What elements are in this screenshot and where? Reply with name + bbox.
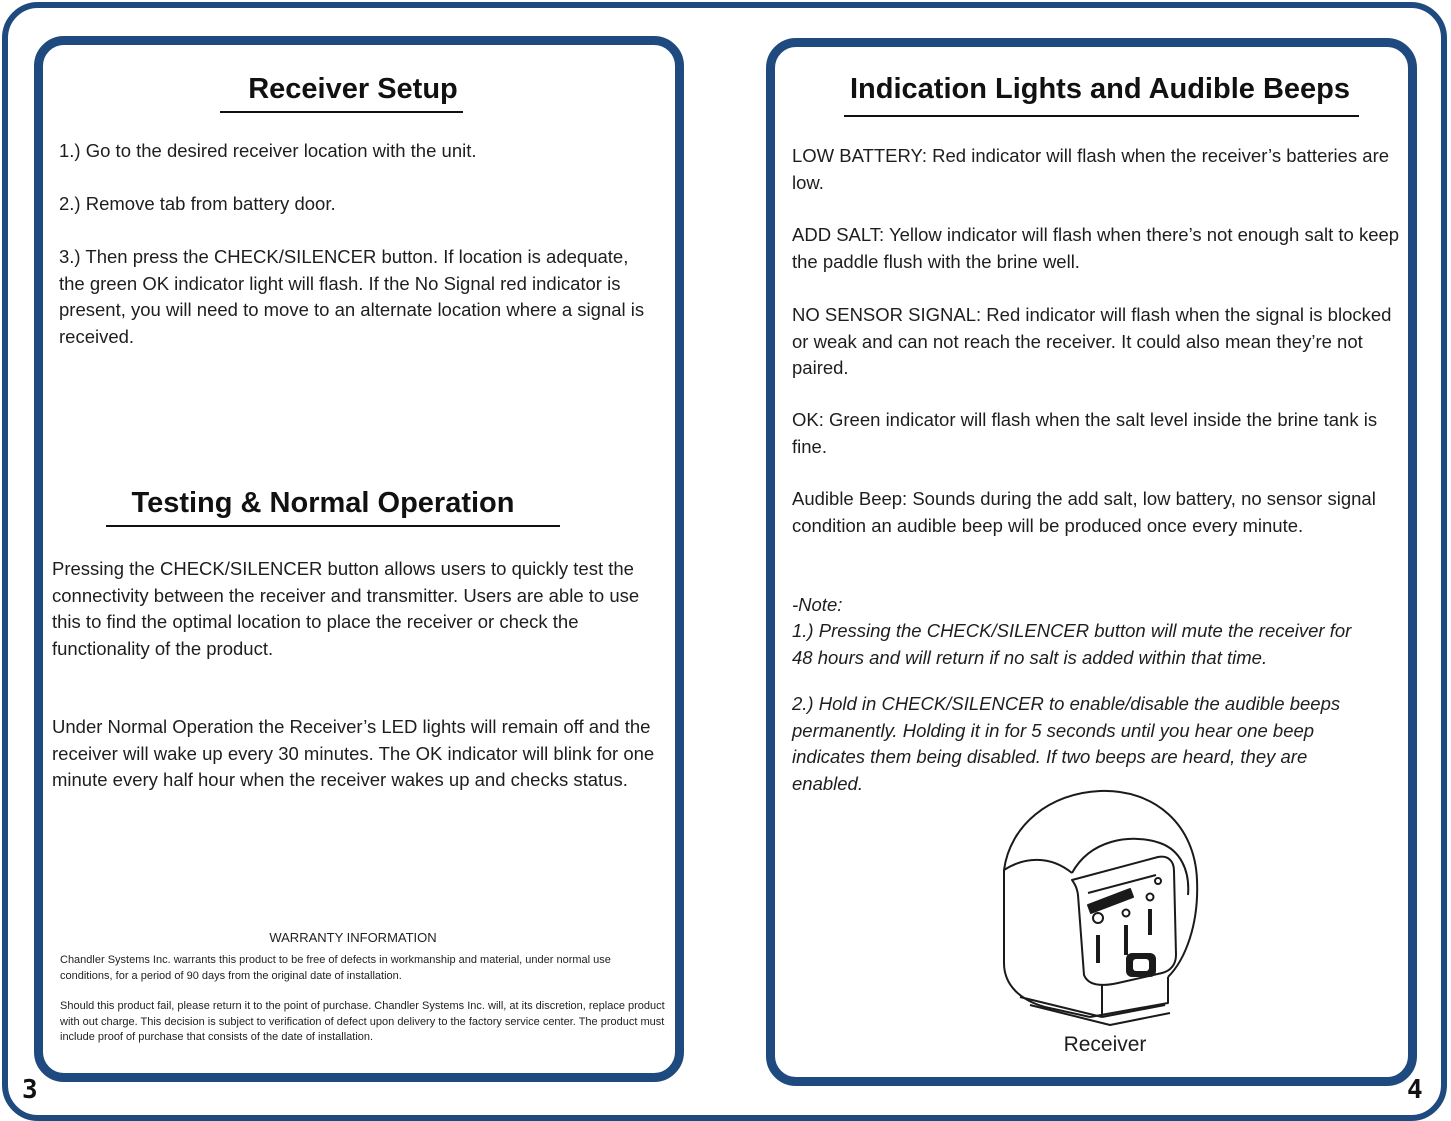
testing-paragraph-1: Pressing the CHECK/SILENCER button allows users to quickly test the connectivity between the receiver and transmitter. Users are able to use this to find the optimal location to place the receiver or check the functionality of the product. [52,558,640,659]
warranty-paragraph-1: Chandler Systems Inc. warrants this product to be free of defects in workmanship and material, under normal use conditions, for a period of 90 days from the original date of installation. [60,954,611,982]
warranty-title: WARRANTY INFORMATION [269,930,437,945]
page-number-right: 4 [1407,1075,1423,1105]
item-ok: OK: Green indicator will flash when the salt level inside the brine tank is fine. [792,409,1378,457]
testing-underline [106,525,560,527]
receiver-caption: Receiver [1063,1033,1147,1056]
indication-underline [844,115,1359,117]
receiver-setup-heading: Receiver Setup [248,73,458,105]
note-2: 2.) Hold in CHECK/SILENCER to enable/disable the audible beeps permanently. Holding it in for 5 seconds until you hear one beep indicates them being disabled. If two beeps are heard, they are enabled. [792,693,1341,794]
indication-heading: Indication Lights and Audible Beeps [849,73,1350,105]
item-audible-beep: Audible Beep: Sounds during the add salt, low battery, no sensor signal condition an audible beep will be produced once every minute. [792,488,1376,536]
page-number-left: 3 [22,1075,38,1105]
setup-step-3: 3.) Then press the CHECK/SILENCER button. If location is adequate, the green OK indicator light will flash. If the No Signal red indicator is present, you will need to move to an alternate location where a signal is received. [59,246,645,347]
testing-paragraph-2: Under Normal Operation the Receiver’s LED lights will remain off and the receiver will wake up every 30 minutes. The OK indicator will blink for one minute every half hour when the receiver wakes up and checks status. [52,716,655,790]
right-panel [766,38,1417,1086]
item-low-battery: LOW BATTERY: Red indicator will flash when the receiver’s batteries are low. [792,145,1390,193]
setup-step-1: 1.) Go to the desired receiver location with the unit. [59,140,477,161]
left-panel [34,36,684,1082]
item-add-salt: ADD SALT: Yellow indicator will flash when there’s not enough salt to keep the paddle flush with the brine well. [792,224,1400,272]
testing-heading: Testing & Normal Operation [131,487,515,519]
note-1: 1.) Pressing the CHECK/SILENCER button will mute the receiver for 48 hours and will return if no salt is added within that time. [792,620,1352,668]
receiver-setup-underline [220,111,463,113]
warranty-paragraph-2: Should this product fail, please return it to the point of purchase. Chandler Systems Inc. will, at its discretion, replace product with out charge. This decision is subject to verification of defect upon delivery to the factory service center. The product must include proof of purchase that consists of the date of installation. [60,1000,665,1043]
receiver-illustration [990,785,1205,1035]
setup-step-2: 2.) Remove tab from battery door. [59,193,336,214]
note-label: -Note: [792,594,843,615]
item-no-sensor-signal: NO SENSOR SIGNAL: Red indicator will flash when the signal is blocked or weak and can not reach the receiver. It could also mean they’re not paired. [792,304,1392,378]
